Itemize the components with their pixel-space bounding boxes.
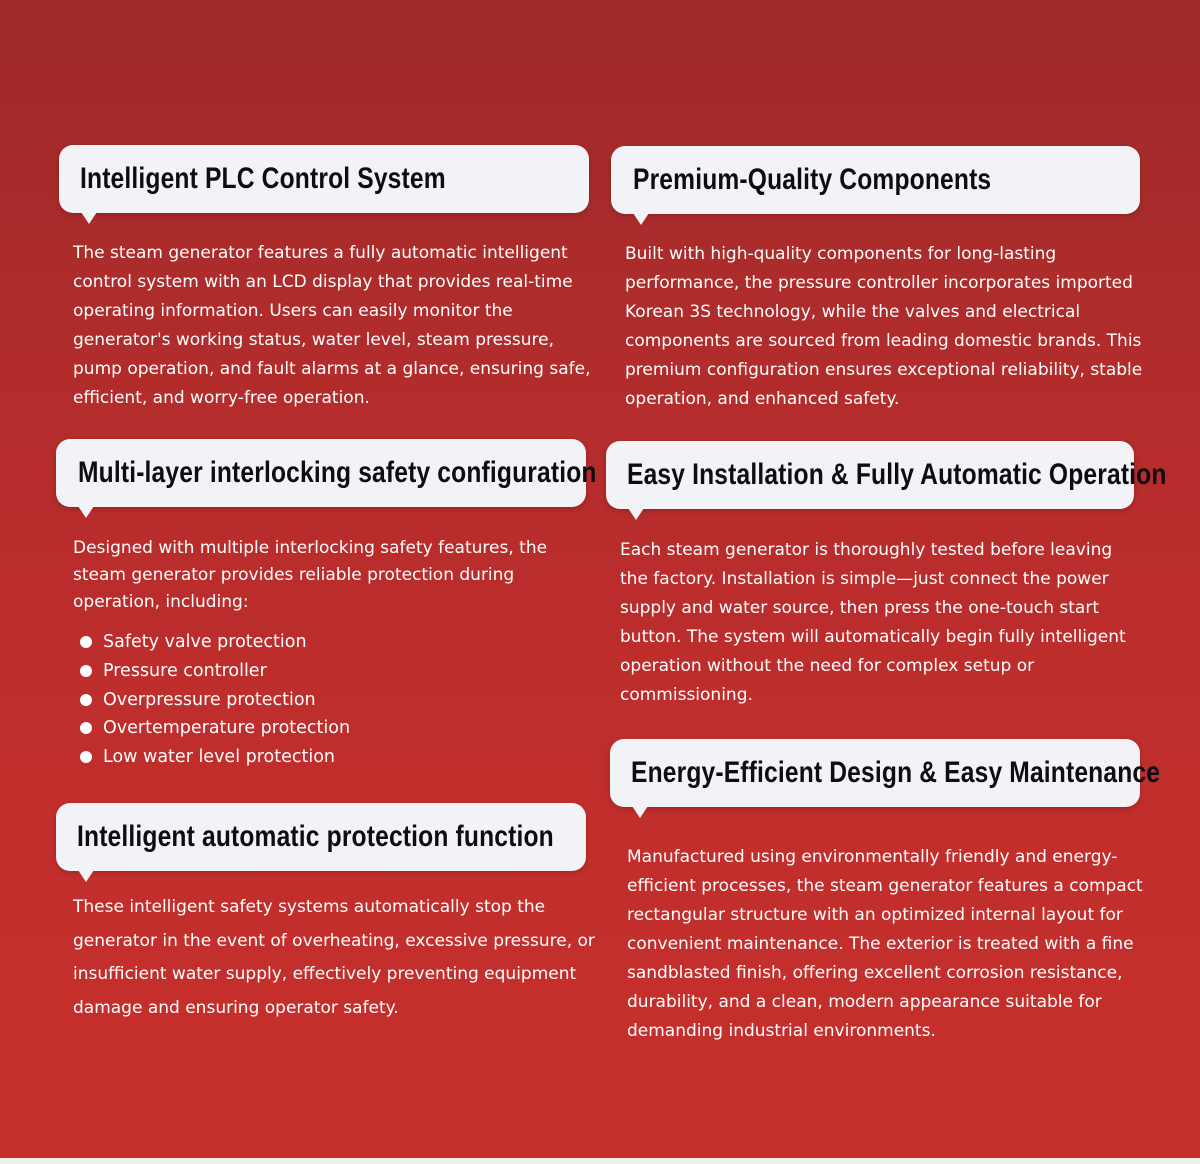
section-title-safety-configuration: Multi-layer interlocking safety configuration [78, 456, 597, 489]
section-body-energy-efficient: Manufactured using environmentally friendly and energy-efficient processes, the steam generator features a compact rectangular structure with an optimized internal layout for convenient maintenance. The exterior is treated with a fine sandblasted finish, offering excellent corrosion resistance, durability, and a clean, modern appearance suitable for demanding industrial environments. [627, 847, 1143, 1041]
section-title-premium-components: Premium-Quality Components [633, 163, 992, 196]
section-body-automatic-protection: These intelligent safety systems automatically stop the generator in the event of overheating, excessive pressure, or insufficient water supply, effectively preventing equipment damage and ensuring operator safety. [73, 897, 595, 1018]
section-body-plc-control: The steam generator features a fully automatic intelligent control system with an LCD display that provides real-time operating information. Users can easily monitor the generator's working status, water level, steam pressure, pump operation, and fault alarms at a glance, ensuring safe, efficient, and worry-free operation. [73, 243, 591, 408]
section-title-automatic-protection: Intelligent automatic protection function [77, 820, 554, 853]
title-bubble-easy-installation [606, 441, 1167, 509]
safety-feature-list [80, 628, 480, 772]
section-body-easy-installation: Each steam generator is thoroughly tested before leaving the factory. Installation is simple—just connect the power supply and water source, then press the one-touch start button. The system will automatically begin fully intelligent operation without the need for complex setup or commissioning. [620, 540, 1126, 705]
section-title-energy-efficient: Energy-Efficient Design & Easy Maintenance [631, 756, 1161, 789]
section-body-safety-configuration: Designed with multiple interlocking safety features, the steam generator provides reliable protection during operation, including: [73, 538, 548, 612]
title-bubble-safety-configuration [56, 439, 597, 507]
title-bubble-energy-efficient [610, 739, 1161, 807]
title-bubble-automatic-protection [56, 803, 586, 871]
list-item: Overpressure protection [80, 686, 480, 715]
section-title-easy-installation: Easy Installation & Fully Automatic Operation [627, 458, 1167, 491]
section-body-premium-components: Built with high-quality components for long-lasting performance, the pressure controller incorporates imported Korean 3S technology, while the valves and electrical components are sourced from leading domestic brands. This premium configuration ensures exceptional reliability, stable operation, and enhanced safety. [625, 244, 1143, 409]
section-title-plc-control: Intelligent PLC Control System [80, 162, 446, 195]
title-bubble-premium-components [611, 146, 1140, 214]
bottom-divider [0, 1158, 1200, 1164]
list-item: Pressure controller [80, 657, 480, 686]
title-bubble-plc-control [59, 145, 589, 213]
list-item: Low water level protection [80, 743, 480, 772]
list-item: Safety valve protection [80, 628, 480, 657]
list-item: Overtemperature protection [80, 714, 480, 743]
